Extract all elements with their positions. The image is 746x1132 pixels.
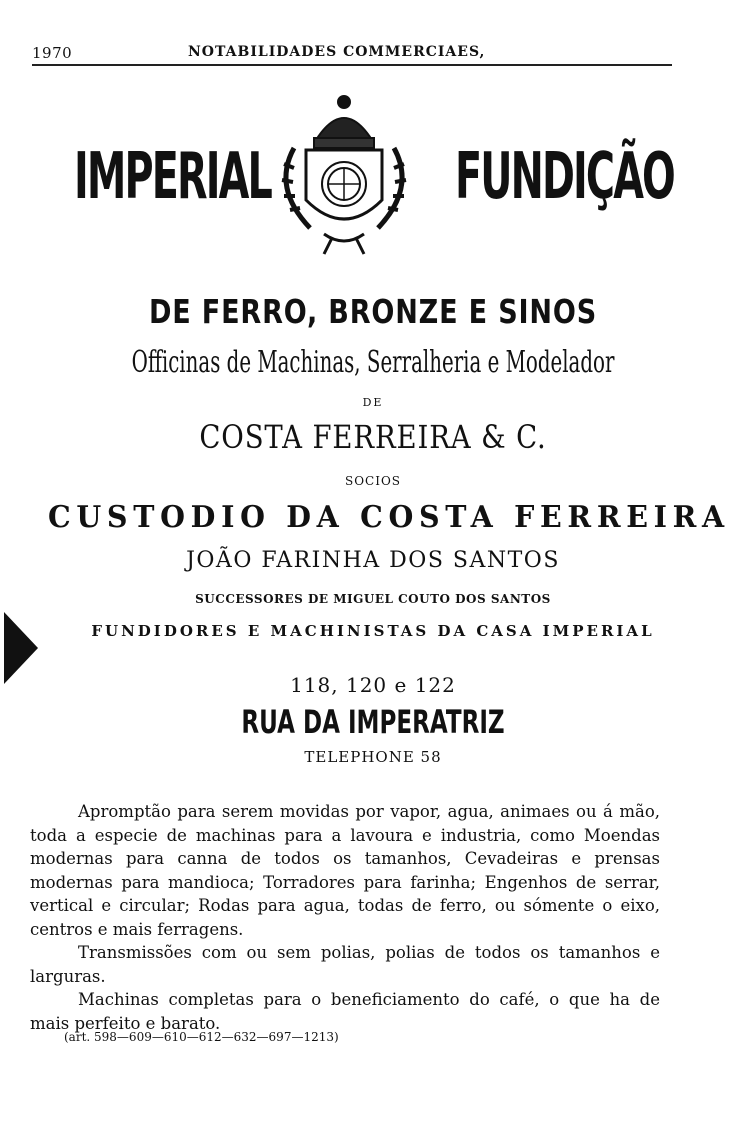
imperial-crest-icon bbox=[254, 88, 434, 258]
firm-name: COSTA FERREIRA & C. bbox=[199, 418, 547, 456]
workshops-line: Officinas de Machinas, Serralheria e Modelador bbox=[131, 345, 615, 380]
headline-left: IMPERIAL bbox=[74, 140, 271, 214]
telephone-line: TELEPHONE 58 bbox=[304, 748, 442, 766]
headline-right: FUNDIÇÃO bbox=[455, 140, 674, 214]
page-number: 1970 bbox=[32, 44, 73, 62]
successors-line: SUCCESSORES DE MIGUEL COUTO DOS SANTOS bbox=[195, 592, 551, 606]
de-word: DE bbox=[362, 396, 384, 409]
body-paragraph-3: Machinas completas para o beneficiamento do café, o que ha de mais perfeito e barato. bbox=[30, 990, 660, 1033]
advert-body bbox=[30, 800, 660, 1035]
street-name: RUA DA IMPERATRIZ bbox=[241, 703, 505, 741]
materials-line: DE FERRO, BRONZE E SINOS bbox=[148, 292, 598, 331]
makers-line: FUNDIDORES E MACHINISTAS DA CASA IMPERIAL bbox=[91, 622, 655, 640]
street-numbers: 118, 120 e 122 bbox=[290, 673, 456, 697]
body-paragraph-1: Apromptão para serem movidas por vapor, agua, animaes ou á mão, toda a especie de machinas para a lavoura e industria, como Moendas modernas para canna de todos os tamanhos, Cevadeiras e prensas modernas para mandioca; Torradores para farinha; Engenhos de serrar, vertical e circular; Rodas para agua, todas de ferro, ou sómente o eixo, centros e mais ferragens. bbox=[30, 802, 660, 939]
partner-two: JOÃO FARINHA DOS SANTOS bbox=[186, 548, 560, 573]
article-reference: (art. 598—609—610—612—632—697—1213) bbox=[64, 1030, 339, 1044]
page-header bbox=[32, 44, 680, 66]
partner-one: CUSTODIO DA COSTA FERREIRA bbox=[48, 500, 730, 535]
socios-label: SOCIOS bbox=[344, 474, 402, 488]
header-rule bbox=[32, 64, 672, 66]
body-paragraph-2: Transmissões com ou sem polias, polias de todos os tamanhos e larguras. bbox=[30, 943, 660, 986]
running-title: NOTABILIDADES COMMERCIAES, bbox=[188, 44, 486, 60]
